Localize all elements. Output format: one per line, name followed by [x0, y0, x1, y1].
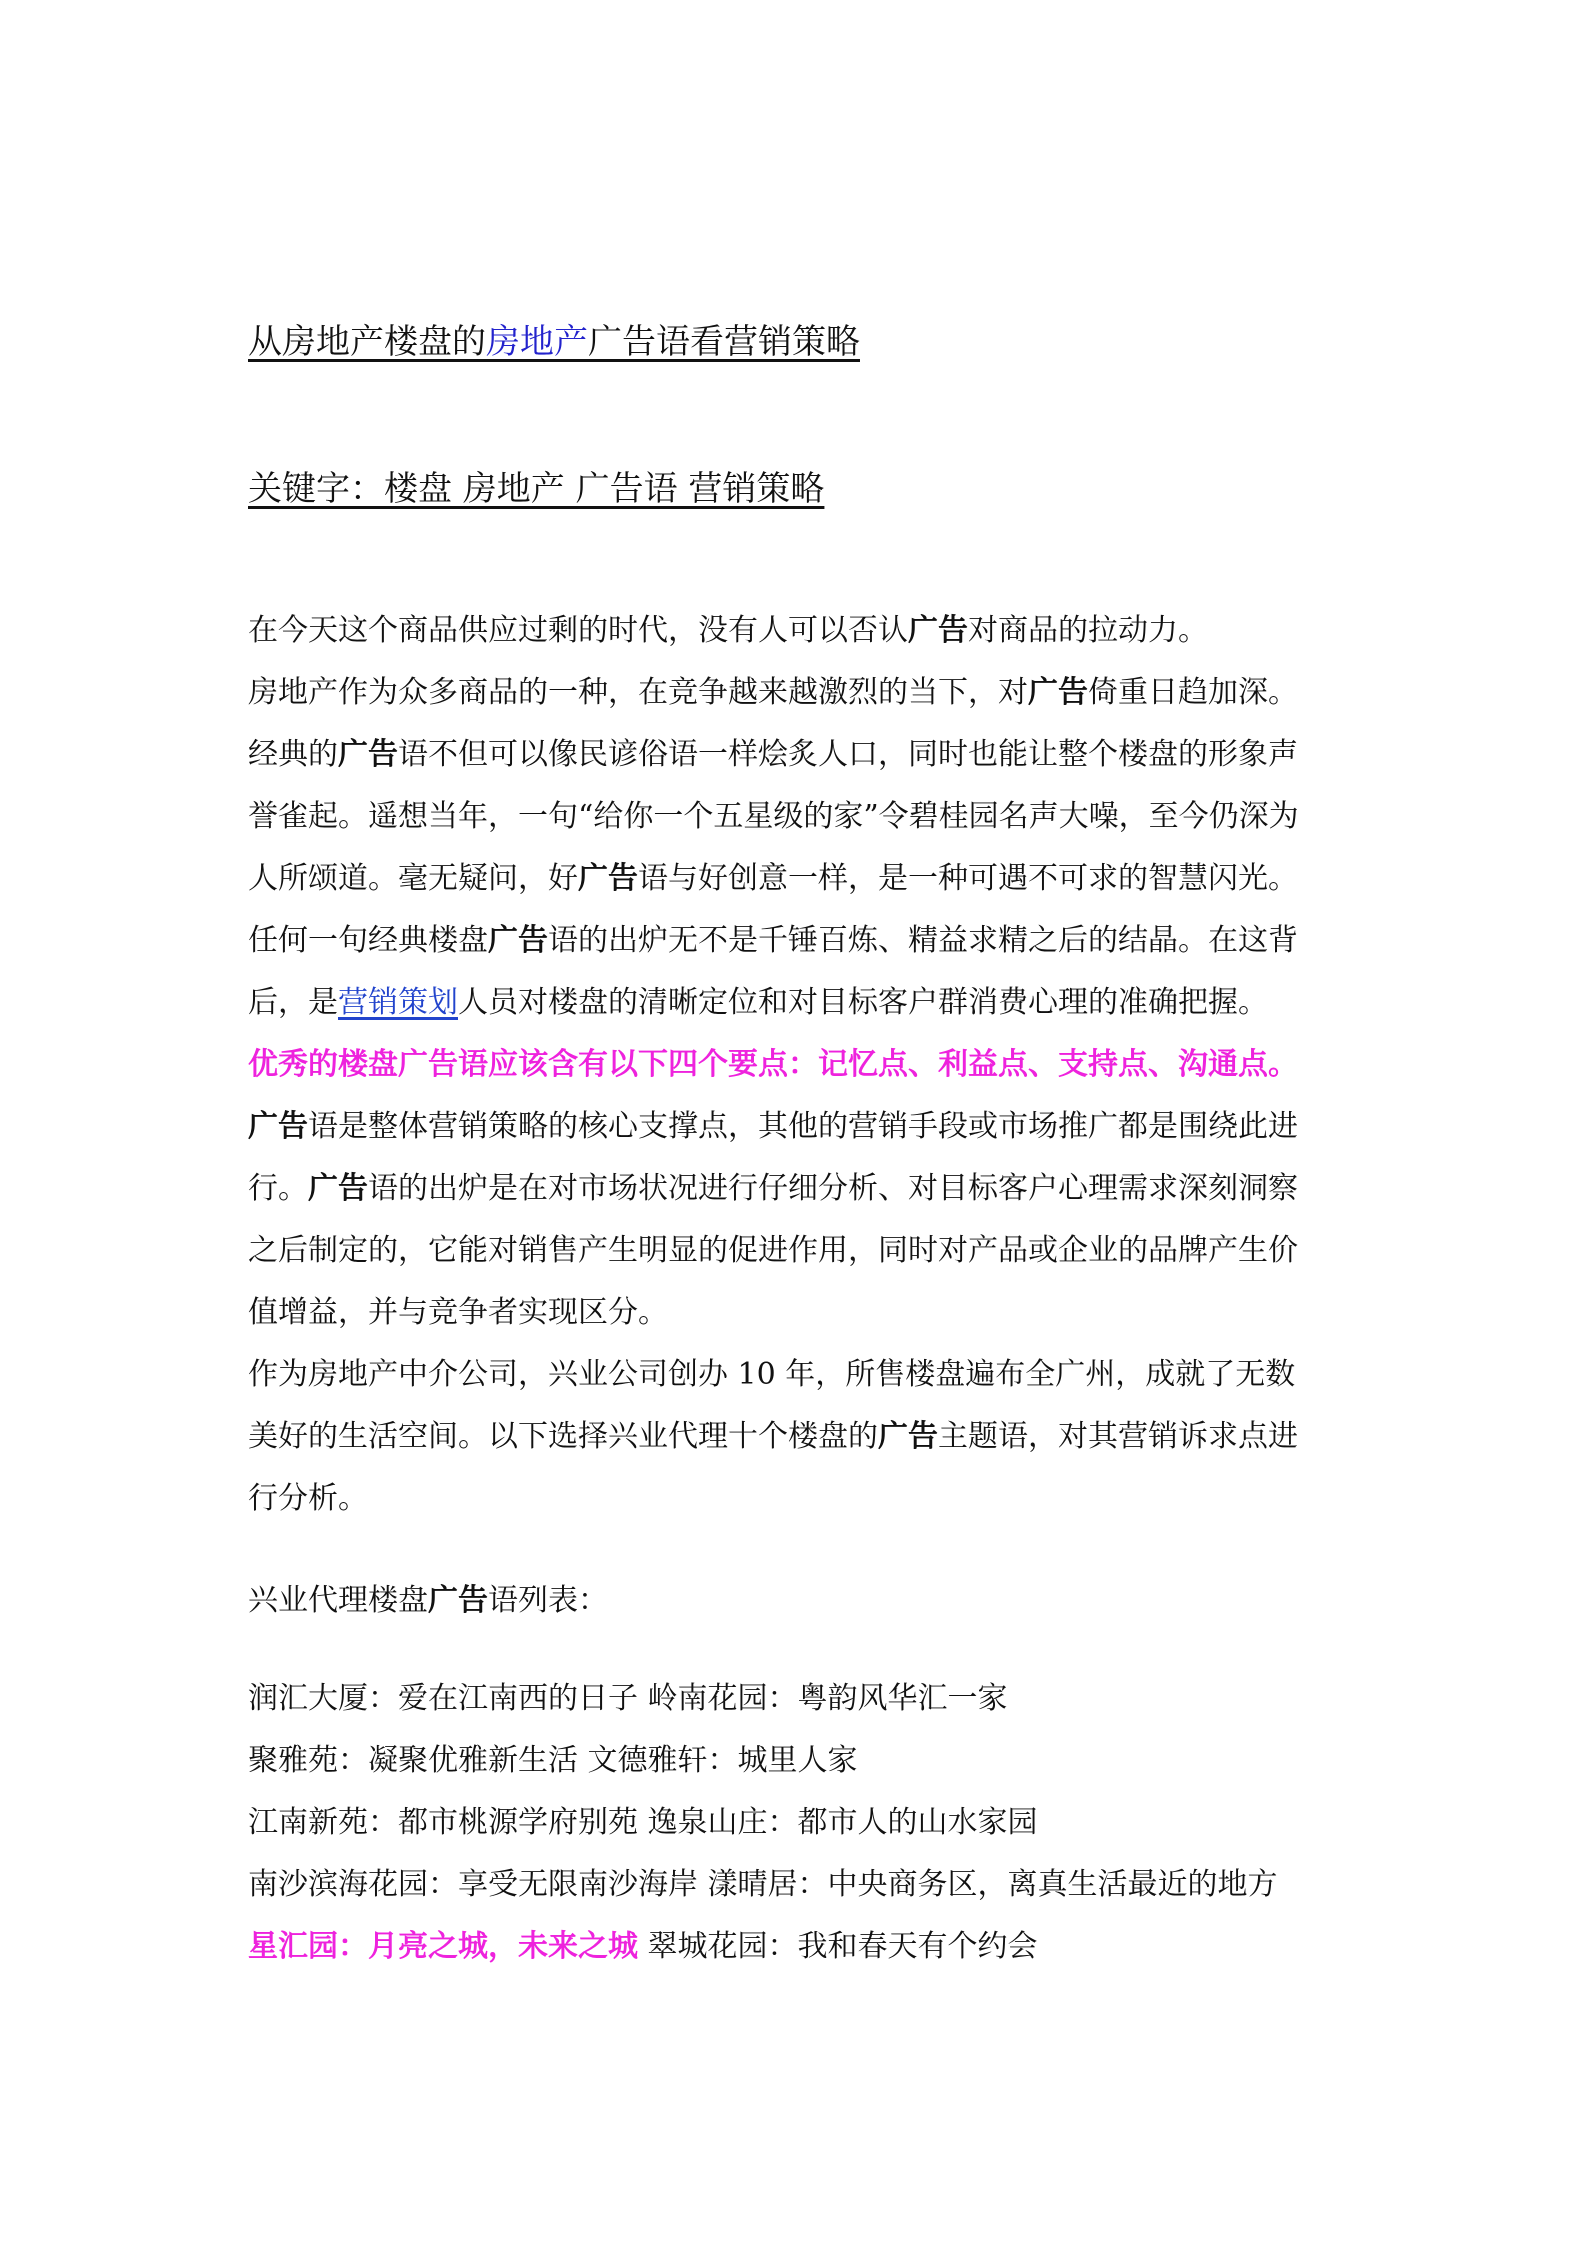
text-run: 语不但可以像民谚俗语一样烩炙人口，同时也能让整个楼盘的形象声 [398, 737, 1298, 772]
text-run: 语的出炉是在对市场状况进行仔细分析、对目标客户心理需求深刻洞察 [368, 1171, 1298, 1206]
text-run: 语的出炉无不是千锤百炼、精益求精之后的结晶。在这背 [548, 923, 1298, 958]
text-run: 房地产作为众多商品的一种，在竞争越来越激烈的当下，对 [248, 675, 1028, 710]
highlight-line: 优秀的楼盘广告语应该含有以下四个要点：记忆点、利益点、支持点、沟通点。 [248, 1047, 1298, 1082]
text-run: 在今天这个商品供应过剩的时代，没有人可以否认 [248, 613, 908, 648]
paragraph-line [248, 786, 1299, 848]
marketing-planning-link[interactable]: 营销策划 [338, 985, 458, 1020]
paragraph-line [248, 1344, 1295, 1406]
page-title [248, 318, 860, 366]
bold-term: 广告 [338, 737, 398, 772]
title-part1: 从房地产楼盘的 [248, 322, 486, 362]
highlight-item: 星汇园：月亮之城，未来之城 [248, 1929, 638, 1964]
list-item [248, 1916, 1038, 1978]
paragraph-line [248, 1282, 668, 1344]
paragraph-line [248, 662, 1298, 724]
bold-term: 广告 [248, 1109, 308, 1144]
text-run: 经典的 [248, 737, 338, 772]
paragraph-line [248, 972, 1268, 1034]
title-part2: 广告语看营销策略 [588, 322, 860, 362]
paragraph-line [248, 1406, 1298, 1468]
text-run: 倚重日趋加深。 [1088, 675, 1298, 710]
list-item: 润汇大厦：爱在江南西的日子 岭南花园：粤韵风华汇一家 [248, 1681, 1008, 1716]
list-item: 聚雅苑：凝聚优雅新生活 文德雅轩：城里人家 [248, 1743, 858, 1778]
list-item: 江南新苑：都市桃源学府别苑 逸泉山庄：都市人的山水家园 [248, 1805, 1038, 1840]
text-run: 人所颂道。毫无疑问，好 [248, 861, 578, 896]
bold-term: 广告 [578, 861, 638, 896]
text-run: 兴业代理楼盘 [248, 1583, 428, 1618]
text-run: 人员对楼盘的清晰定位和对目标客户群消费心理的准确把握。 [458, 985, 1268, 1020]
paragraph-line [248, 1220, 1298, 1282]
text-run: 对商品的拉动力。 [968, 613, 1208, 648]
bold-term: 广告 [878, 1419, 938, 1454]
paragraph-line [248, 848, 1298, 910]
text-run: 美好的生活空间。以下选择兴业代理十个楼盘的 [248, 1419, 878, 1454]
text-run: 语列表： [488, 1583, 608, 1618]
list-item: 南沙滨海花园：享受无限南沙海岸 漾晴居：中央商务区，离真生活最近的地方 [248, 1867, 1278, 1902]
bold-term: 广告 [908, 613, 968, 648]
text-run: 后，是 [248, 985, 338, 1020]
text-run: 语与好创意一样，是一种可遇不可求的智慧闪光。 [638, 861, 1298, 896]
paragraph-line [248, 724, 1298, 786]
paragraph-line [248, 1096, 1298, 1158]
text-run: 语是整体营销策略的核心支撑点，其他的营销手段或市场推广都是围绕此进 [308, 1109, 1298, 1144]
text-run: 之后制定的，它能对销售产生明显的促进作用，同时对产品或企业的品牌产生价 [248, 1233, 1298, 1268]
text-run: 翠城花园：我和春天有个约会 [638, 1929, 1038, 1964]
real-estate-link[interactable]: 房地产 [486, 322, 588, 362]
list-heading [248, 1570, 608, 1632]
keywords-line: 关键字：楼盘 房地产 广告语 营销策略 [248, 469, 825, 509]
paragraph-line [248, 1158, 1298, 1220]
bold-term: 广告 [1028, 675, 1088, 710]
text-run: 行。 [248, 1171, 308, 1206]
text-run: 作为房地产中介公司，兴业公司创办 10 年，所售楼盘遍布全广州，成就了无数 [248, 1357, 1296, 1392]
text-run: 行分析。 [248, 1481, 368, 1516]
paragraph-line [248, 600, 1208, 662]
text-run: 誉雀起。遥想当年，一句“给你一个五星级的家”令碧桂园名声大噪，至今仍深为 [248, 799, 1299, 834]
text-run: 值增益，并与竞争者实现区分。 [248, 1295, 668, 1330]
paragraph-line [248, 910, 1298, 972]
paragraph-line [248, 1468, 368, 1530]
bold-term: 广告 [308, 1171, 368, 1206]
bold-term: 广告 [488, 923, 548, 958]
text-run: 主题语，对其营销诉求点进 [938, 1419, 1298, 1454]
text-run: 任何一句经典楼盘 [248, 923, 488, 958]
bold-term: 广告 [428, 1583, 488, 1618]
